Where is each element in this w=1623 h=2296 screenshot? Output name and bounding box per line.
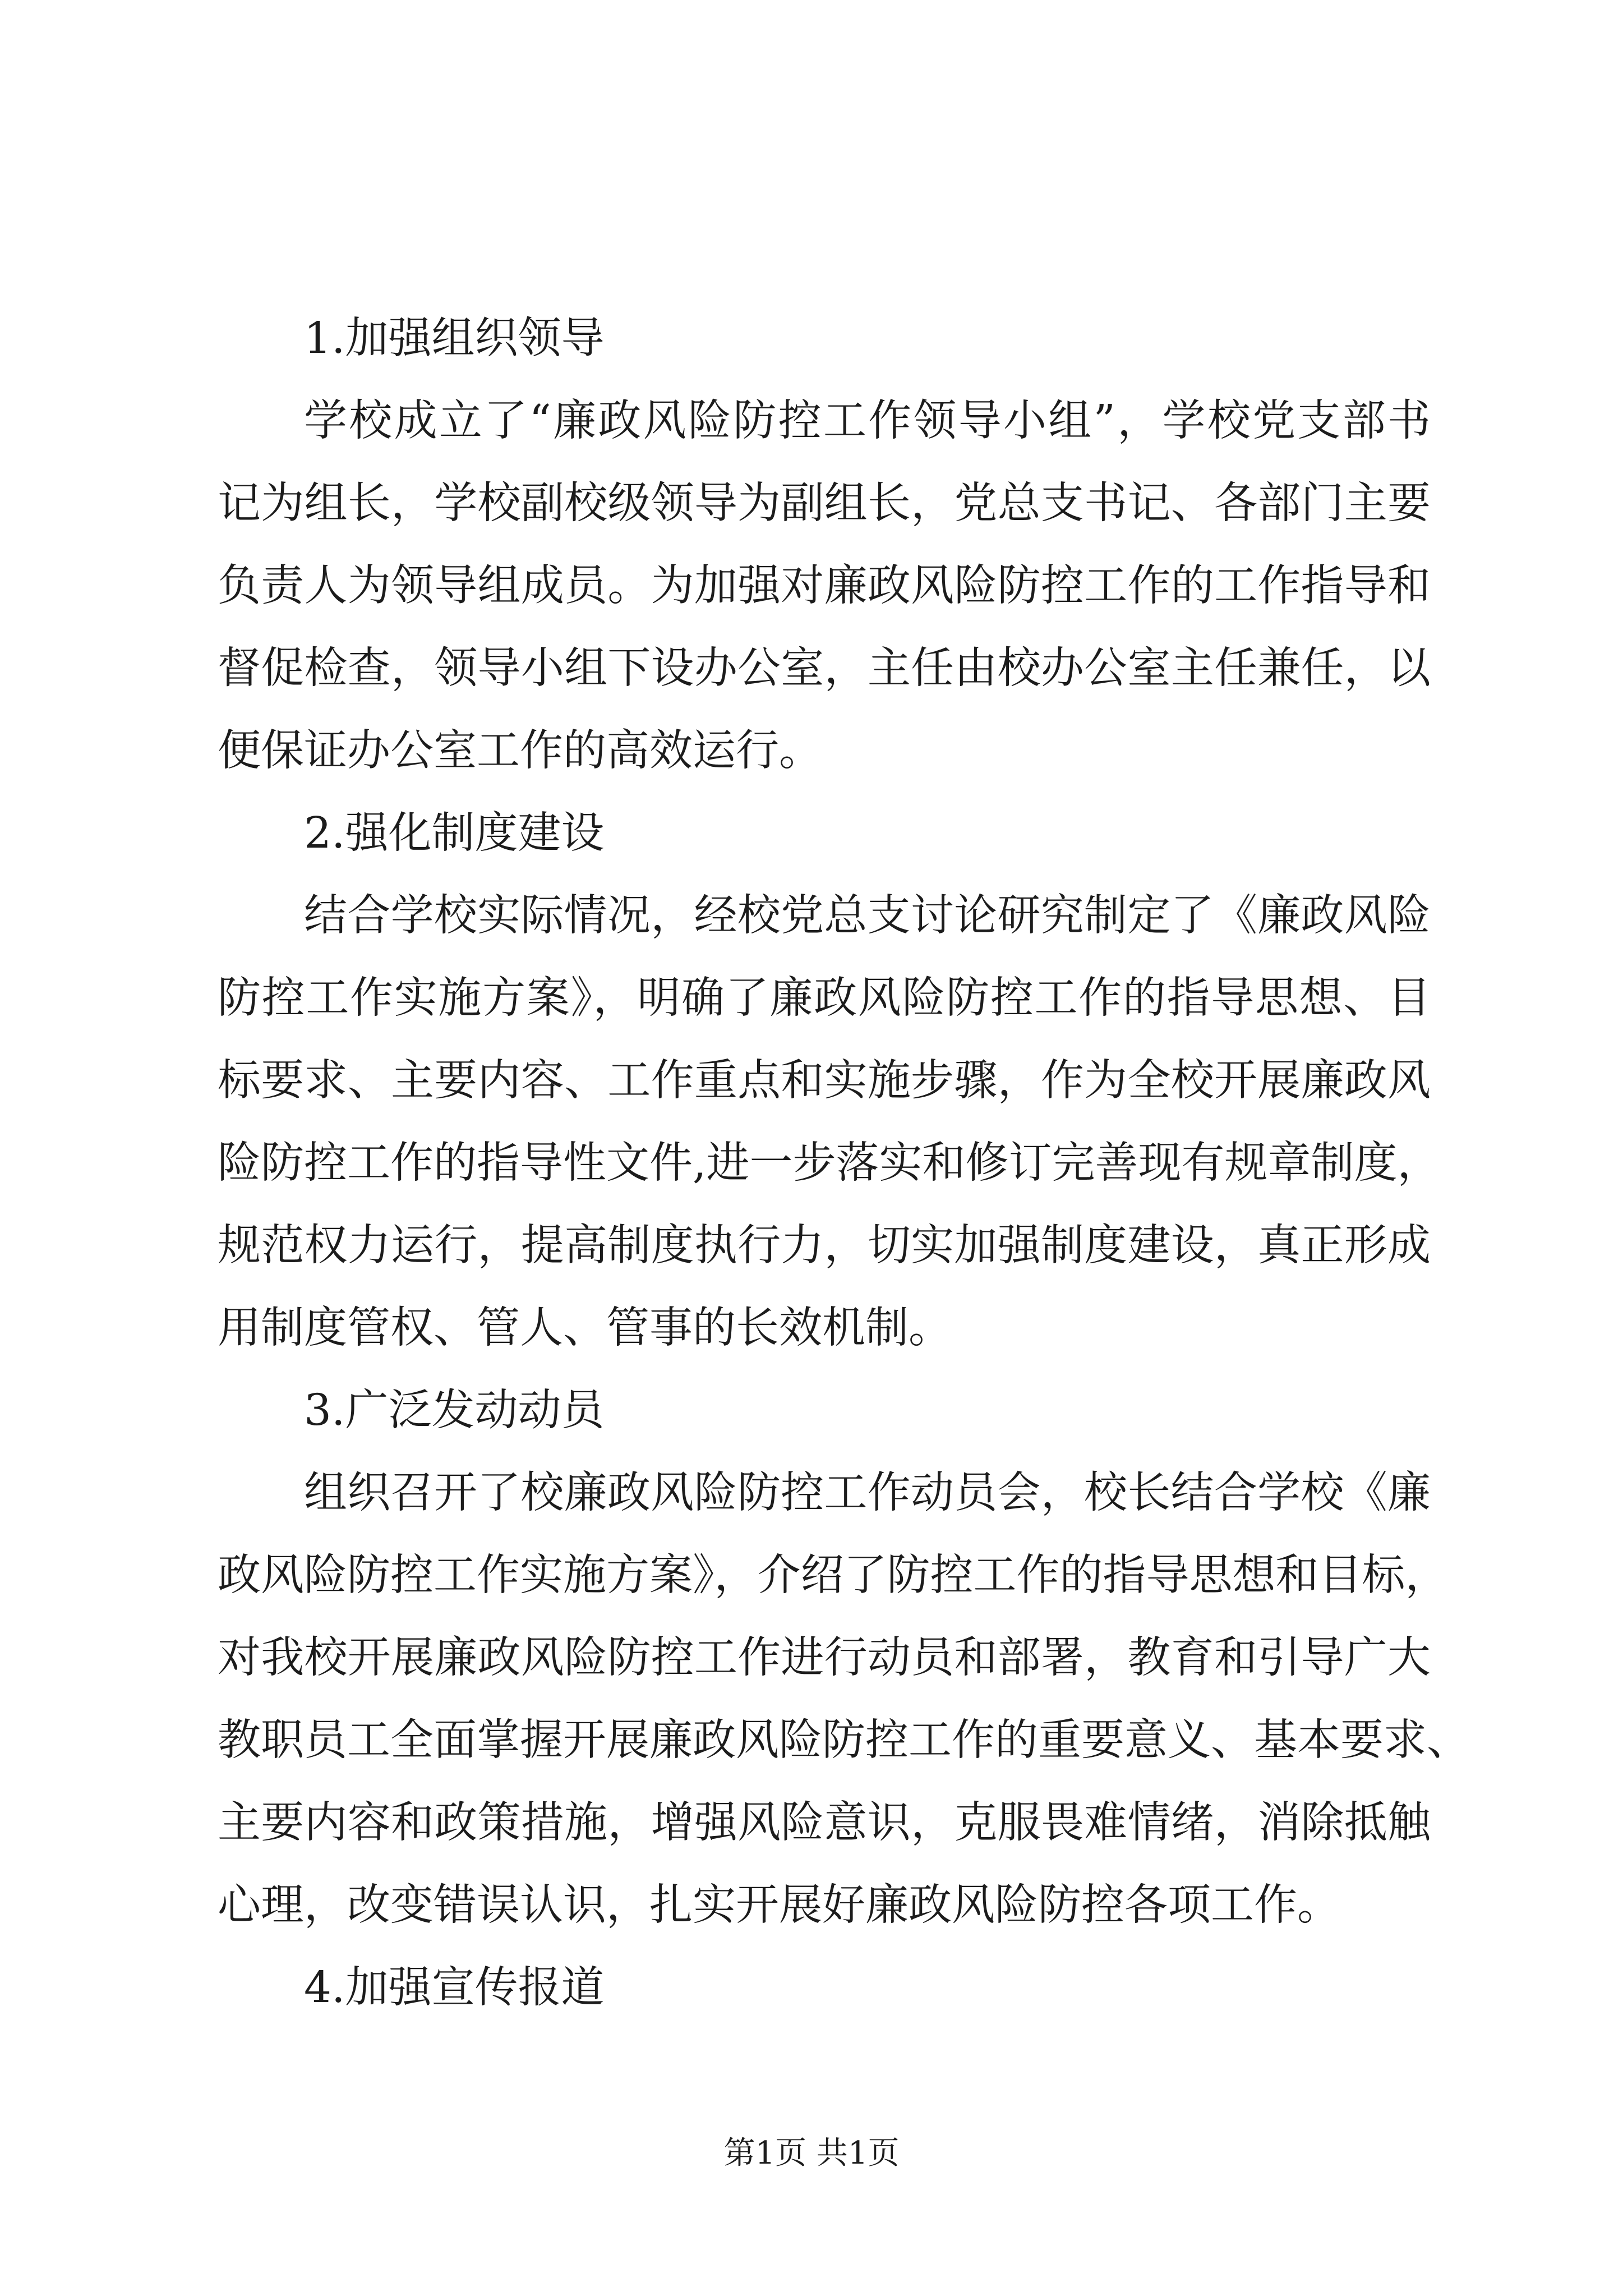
- paragraph-line: 规范权力运行，提高制度执行力，切实加强制度建设，真正形成: [218, 1221, 1431, 1271]
- paragraph-line: 记为组长，学校副校级领导为副组长，党总支书记、各部门主要: [218, 478, 1431, 528]
- paragraph-line: 负责人为领导组成员。为加强对廉政风险防控工作的工作指导和: [218, 561, 1431, 611]
- paragraph: [218, 1452, 1470, 1947]
- paragraph-line: 心理，改变错误认识，扎实开展好廉政风险防控各项工作。: [218, 1880, 1340, 1930]
- section-heading: 1.加强组织领导: [304, 314, 605, 364]
- paragraph-line: 结合学校实际情况，经校党总支讨论研究制定了《廉政风险: [304, 891, 1431, 941]
- paragraph-line: 标要求、主要内容、工作重点和实施步骤，作为全校开展廉政风: [218, 1056, 1431, 1106]
- section-heading: 4.加强宣传报道: [304, 1963, 605, 2013]
- paragraph-line: 教职员工全面掌握开展廉政风险防控工作的重要意义、基本要求、: [218, 1715, 1470, 1765]
- paragraph-line: 督促检查，领导小组下设办公室，主任由校办公室主任兼任，以: [218, 643, 1431, 693]
- paragraph-line: 政风险防控工作实施方案》，介绍了防控工作的指导思想和目标，: [218, 1550, 1449, 1600]
- paragraph-line: 主要内容和政策措施，增强风险意识，克服畏难情绪，消除抵触: [218, 1798, 1431, 1848]
- paragraph: [218, 875, 1441, 1369]
- paragraph: [218, 380, 1431, 792]
- paragraph-line: 便保证办公室工作的高效运行。: [218, 726, 822, 776]
- section-heading: 3.广泛发动动员: [304, 1386, 605, 1435]
- paragraph-line: 防控工作实施方案》，明确了廉政风险防控工作的指导思想、目: [218, 973, 1431, 1023]
- paragraph-line: 组织召开了校廉政风险防控工作动员会，校长结合学校《廉: [304, 1468, 1431, 1518]
- document-body: [218, 297, 1470, 2029]
- paragraph-line: 险防控工作的指导性文件,进一步落实和修订完善现有规章制度，: [218, 1138, 1441, 1188]
- paragraph-line: 用制度管权、管人、管事的长效机制。: [218, 1303, 952, 1353]
- page-footer: 第1页 共1页: [723, 2135, 900, 2171]
- section-heading: 2.强化制度建设: [304, 808, 605, 858]
- paragraph-line: 学校成立了“廉政风险防控工作领导小组”，学校党支部书: [304, 396, 1431, 446]
- paragraph-line: 对我校开展廉政风险防控工作进行动员和部署，教育和引导广大: [218, 1633, 1431, 1683]
